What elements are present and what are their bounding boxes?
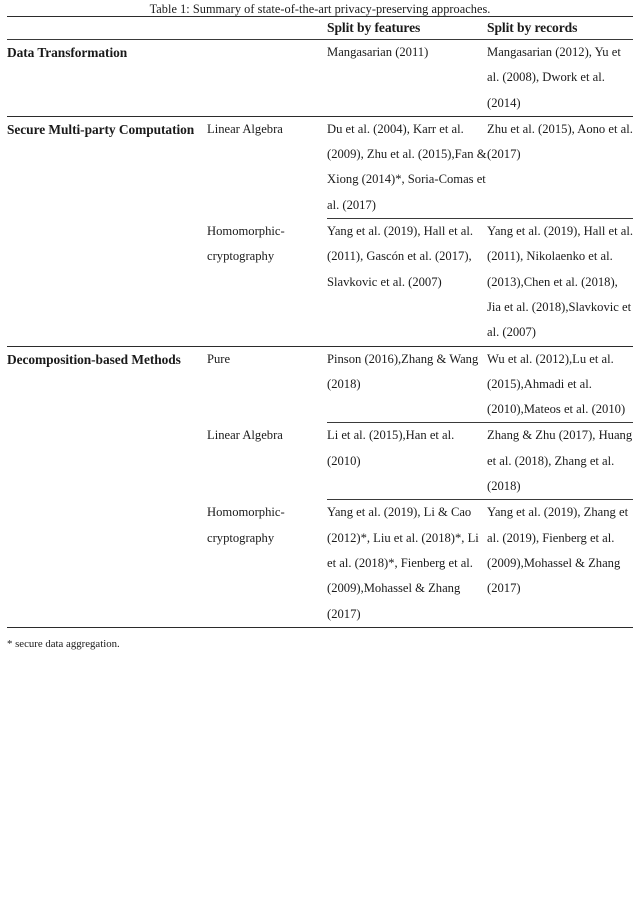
row-category-label: Decomposition-based Methods	[7, 351, 181, 367]
row-category-label: Data Transformation	[7, 45, 128, 60]
header-category	[7, 17, 207, 39]
row-subcategory-label	[207, 40, 327, 116]
header-split-by-records: Split by records	[487, 20, 578, 35]
summary-table	[7, 16, 633, 628]
cell-split-by-records: Zhang & Zhu (2017), Huang et al. (2018), Zhang et al. (2018)	[487, 428, 633, 494]
table-footnote: * secure data aggregation.	[7, 637, 120, 650]
cell-split-by-records: Yang et al. (2019), Hall et al. (2011), Nikolaenko et al. (2013),Chen et al. (2018), Jia et al. (2018),Slavkovic et al. (2007)	[487, 224, 633, 340]
table-header-row	[7, 17, 633, 39]
cell-split-by-features: Yang et al. (2019), Hall et al. (2011), Gascón et al. (2017), Slavkovic et al. (2007)	[327, 224, 473, 289]
cell-split-by-records: Yang et al. (2019), Zhang et al. (2019), Fienberg et al. (2009),Mohassel & Zhang (2017)	[487, 505, 629, 596]
row-subcategory-label: Linear Algebra	[207, 428, 283, 443]
header-split-by-features: Split by features	[327, 20, 421, 35]
table-row	[7, 347, 633, 423]
row-subcategory-label: Linear Algebra	[207, 121, 283, 136]
cell-split-by-features: Pinson (2016),Zhang & Wang (2018)	[327, 351, 479, 391]
table-row	[7, 40, 633, 116]
cell-split-by-features: Mangasarian (2011)	[327, 45, 429, 59]
cell-split-by-records: Zhu et al. (2015), Aono et al. (2017)	[487, 121, 633, 162]
table-row	[7, 117, 633, 218]
row-category-label: Secure Multi-party Computation	[7, 121, 195, 137]
cell-split-by-features: Du et al. (2004), Karr et al. (2009), Zhu et al. (2015),Fan & Xiong (2014)*, Soria-Comas et al. (2017)	[327, 121, 487, 212]
table-caption: Table 1: Summary of state-of-the-art privacy-preserving approaches.	[149, 2, 491, 16]
header-subcategory	[207, 17, 327, 39]
cell-split-by-records: Mangasarian (2012), Yu et al. (2008), Dwork et al. (2014)	[487, 45, 621, 110]
cell-split-by-records: Wu et al. (2012),Lu et al. (2015),Ahmadi et al. (2010),Mateos et al. (2010)	[487, 351, 626, 417]
row-subcategory-label: Homomorphic-cryptography	[207, 224, 285, 264]
cell-split-by-features: Yang et al. (2019), Li & Cao (2012)*, Liu et al. (2018)*, Li et al. (2018)*, Fienberg et al. (2009),Mohassel & Zhang (2017)	[327, 505, 479, 621]
row-subcategory-label: Homomorphic-cryptography	[207, 505, 285, 545]
row-subcategory-label: Pure	[207, 351, 231, 366]
cell-split-by-features: Li et al. (2015),Han et al. (2010)	[327, 428, 455, 468]
